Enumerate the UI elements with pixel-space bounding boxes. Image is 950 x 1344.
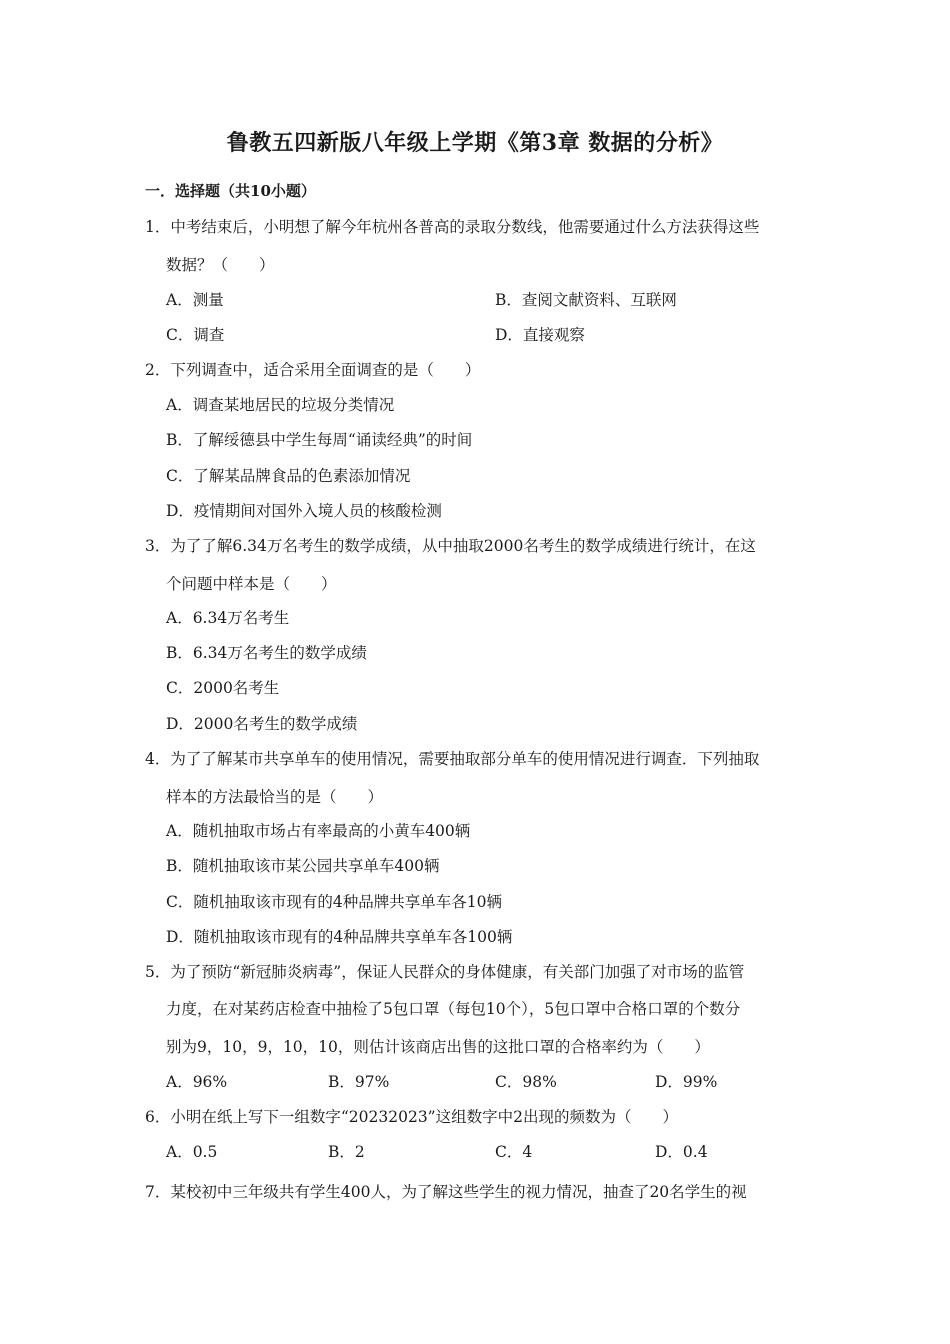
question-5-stem: 别为9，10，9，10，10，则估计该商店出售的这批口罩的合格率约为（ ） <box>166 1038 710 1056</box>
question-5-option-b: B．97% <box>328 1073 390 1091</box>
page-title: 鲁教五四新版八年级上学期《第3章 数据的分析》 <box>226 130 724 156</box>
question-5-stem: 5．为了预防“新冠肺炎病毒”，保证人民群众的身体健康，有关部门加强了对市场的监管 <box>145 963 745 981</box>
question-2-option-d: D．疫情期间对国外入境人员的核酸检测 <box>166 502 442 520</box>
question-2-option-c: C．了解某品牌食品的色素添加情况 <box>166 467 411 485</box>
question-4-stem: 4．为了了解某市共享单车的使用情况，需要抽取部分单车的使用情况进行调查．下列抽取 <box>145 750 760 768</box>
question-1-stem: 数据？（ ） <box>166 256 275 274</box>
question-4-option-c: C．随机抽取该市现有的4种品牌共享单车各10辆 <box>166 893 502 911</box>
section-heading: 一．选择题（共10小题） <box>145 182 316 200</box>
question-7-stem: 7．某校初中三年级共有学生400人，为了解这些学生的视力情况，抽查了20名学生的视 <box>145 1183 747 1201</box>
question-6-option-c: C．4 <box>495 1143 533 1161</box>
question-6-option-d: D．0.4 <box>655 1143 708 1161</box>
question-3-option-a: A．6.34万名考生 <box>166 609 290 627</box>
question-2-option-b: B．了解绥德县中学生每周“诵读经典”的时间 <box>166 431 473 449</box>
question-3-stem: 个问题中样本是（ ） <box>166 575 337 593</box>
question-4-stem: 样本的方法最恰当的是（ ） <box>166 788 384 806</box>
question-1-option-a: A．测量 <box>166 291 224 309</box>
question-4-option-d: D．随机抽取该市现有的4种品牌共享单车各100辆 <box>166 928 513 946</box>
question-6-option-a: A．0.5 <box>166 1143 218 1161</box>
question-6-stem: 6．小明在纸上写下一组数字“20232023”这组数字中2出现的频数为（ ） <box>145 1108 678 1126</box>
question-3-option-d: D．2000名考生的数学成绩 <box>166 715 358 733</box>
question-4-option-a: A．随机抽取市场占有率最高的小黄车400辆 <box>166 822 471 840</box>
question-6-option-b: B．2 <box>328 1143 365 1161</box>
question-4-option-b: B．随机抽取该市某公园共享单车400辆 <box>166 857 440 875</box>
question-1-option-b: B．查阅文献资料、互联网 <box>495 291 677 309</box>
question-5-stem: 力度，在对某药店检查中抽检了5包口罩（每包10个），5包口罩中合格口罩的个数分 <box>166 1000 741 1018</box>
question-1-stem: 1．中考结束后，小明想了解今年杭州各普高的录取分数线，他需要通过什么方法获得这些 <box>145 218 760 236</box>
question-3-option-c: C．2000名考生 <box>166 679 280 697</box>
question-5-option-c: C．98% <box>495 1073 557 1091</box>
question-1-option-d: D．直接观察 <box>495 326 585 344</box>
question-2-option-a: A．调查某地居民的垃圾分类情况 <box>166 396 395 414</box>
question-3-stem: 3．为了了解6.34万名考生的数学成绩，从中抽取2000名考生的数学成绩进行统计，在这 <box>145 537 756 555</box>
question-3-option-b: B．6.34万名考生的数学成绩 <box>166 644 367 662</box>
question-5-option-d: D．99% <box>655 1073 718 1091</box>
question-2-stem: 2．下列调查中，适合采用全面调查的是（ ） <box>145 361 481 379</box>
question-1-option-c: C．调查 <box>166 326 225 344</box>
question-5-option-a: A．96% <box>166 1073 228 1091</box>
